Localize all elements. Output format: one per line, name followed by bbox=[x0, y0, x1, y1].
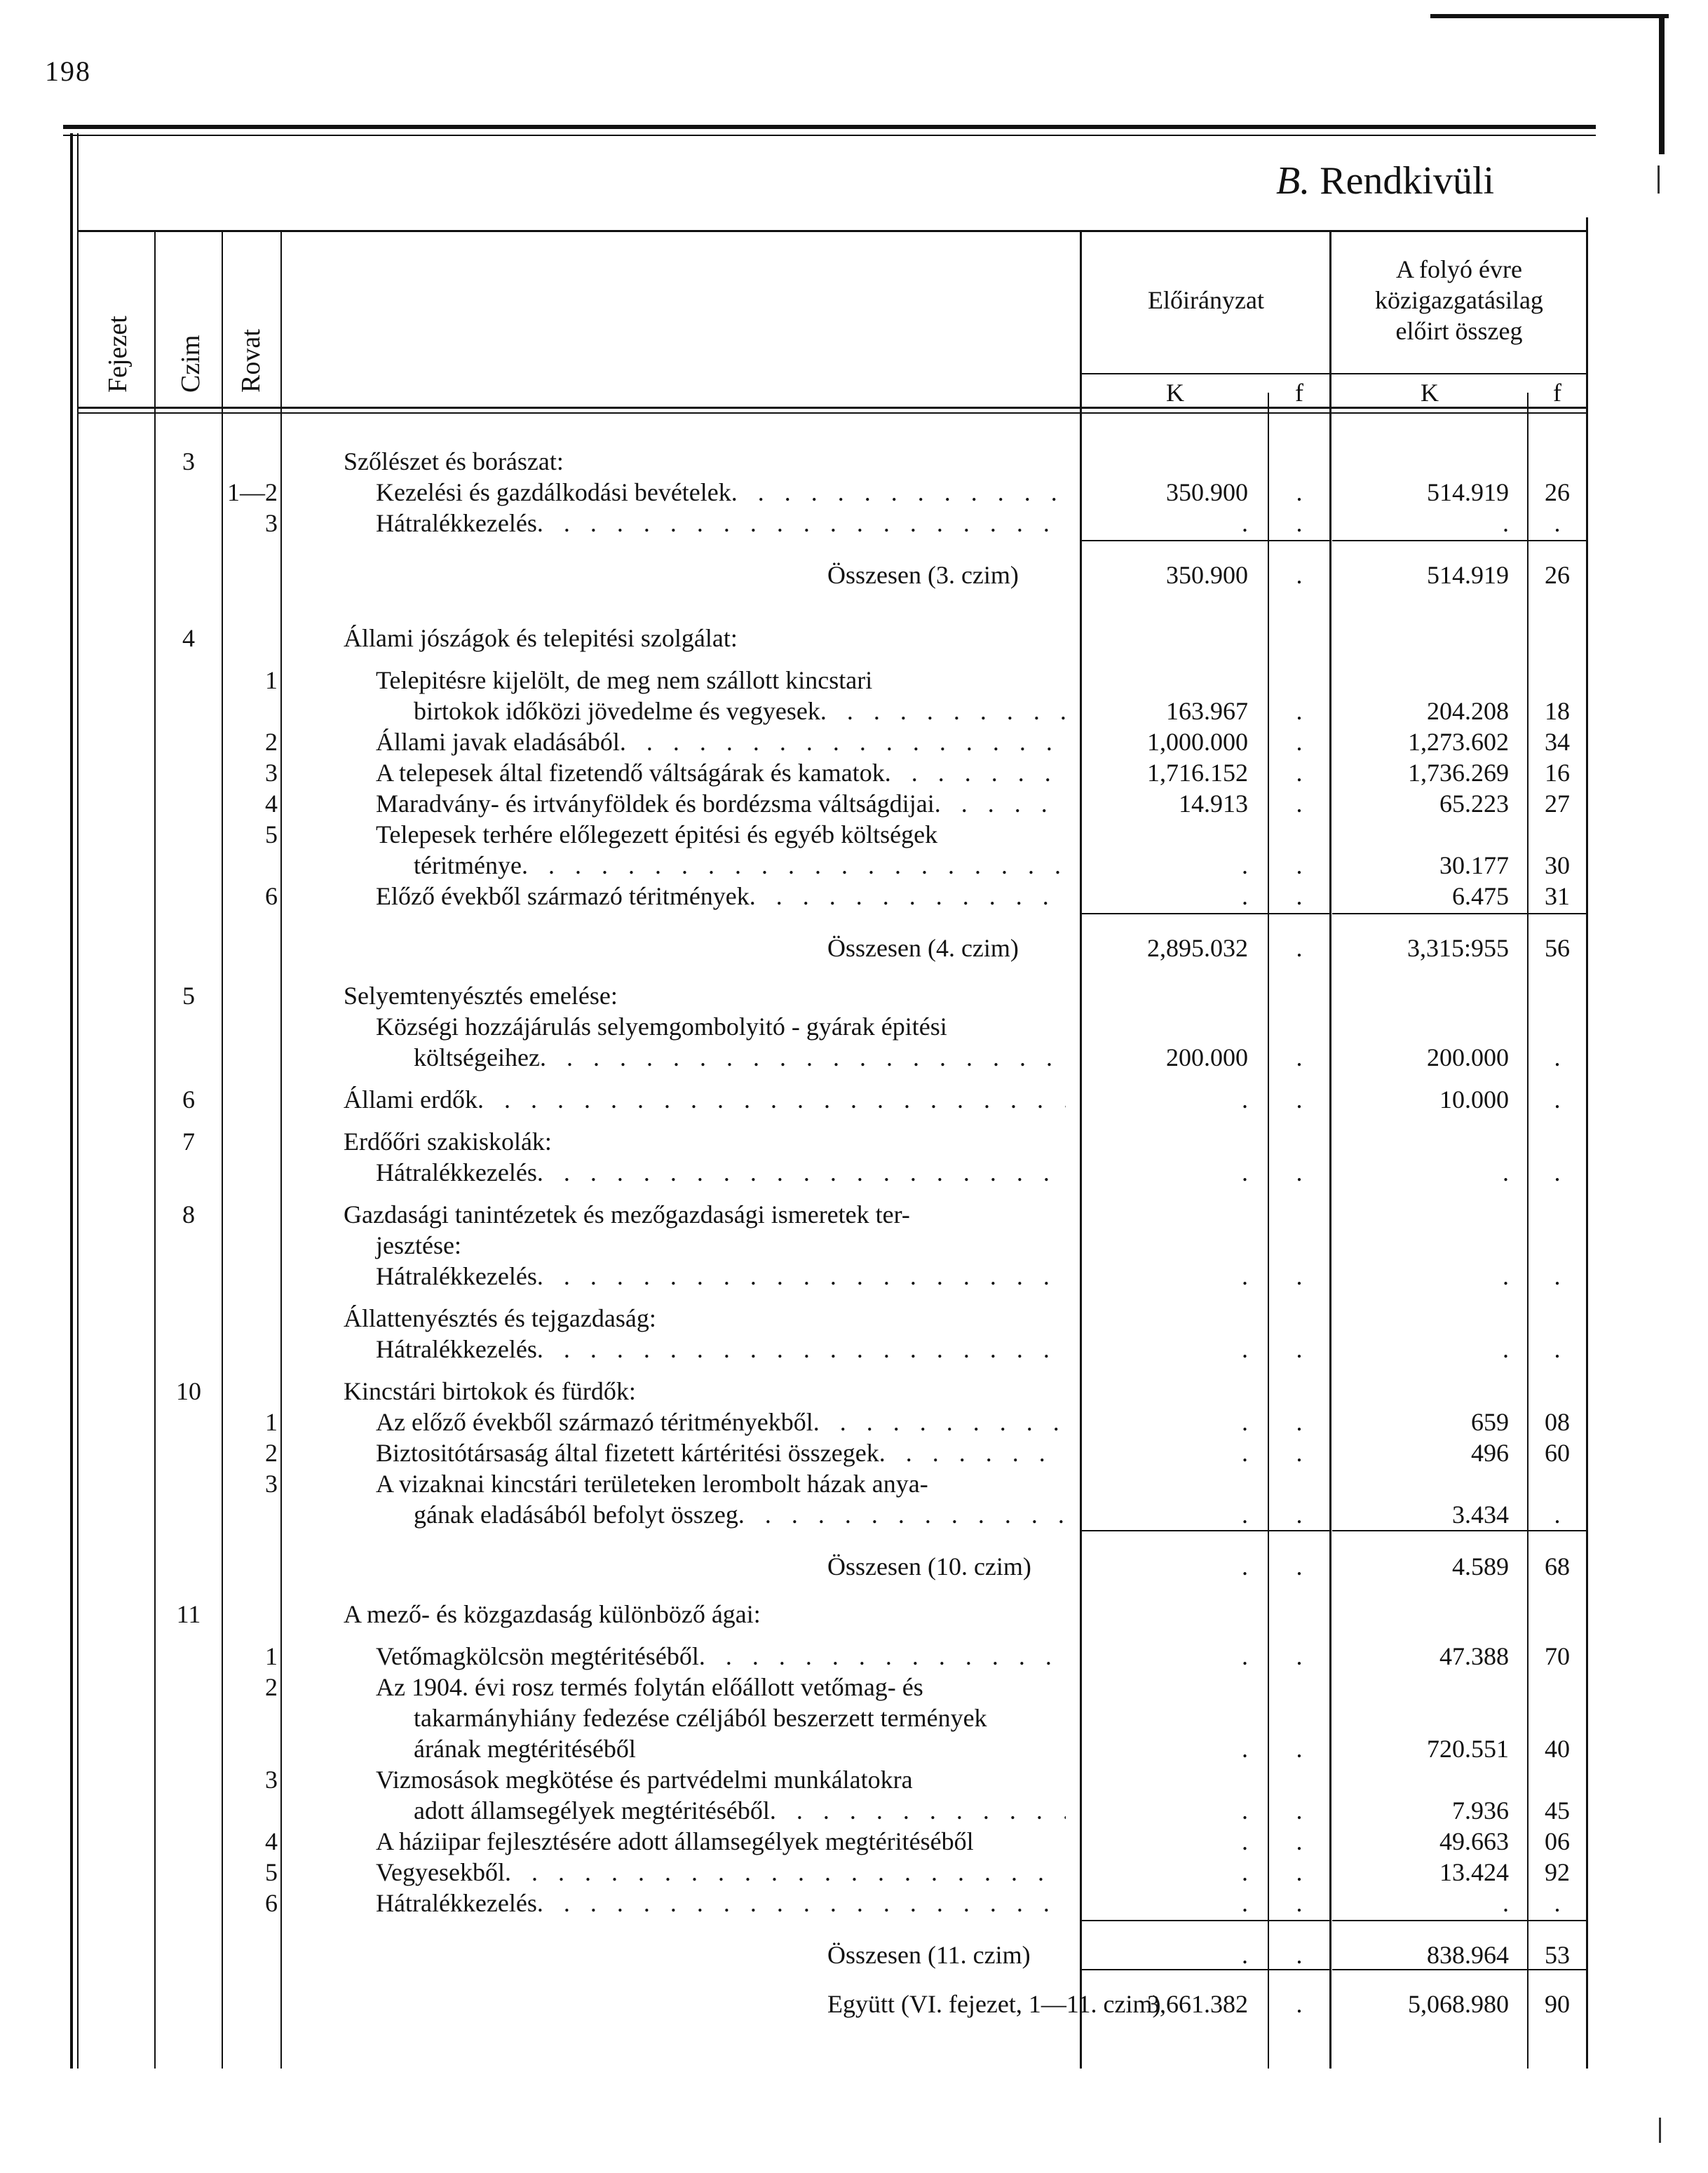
row-osszeg-k: 65.223 bbox=[1439, 790, 1509, 818]
frame-left-rule bbox=[70, 133, 73, 2069]
col-rule-fejezet bbox=[154, 231, 156, 2069]
row-osszeg-f: 30 bbox=[1545, 851, 1570, 879]
row-osszeg-k: 3,315:955 bbox=[1407, 934, 1509, 962]
row-czim: 7 bbox=[182, 1128, 195, 1156]
row-eloiranyzat-k: . bbox=[1242, 1262, 1248, 1290]
row-osszeg-k: 10.000 bbox=[1439, 1085, 1509, 1113]
col-rule-e-f bbox=[1329, 231, 1331, 2069]
row-osszeg-f: 31 bbox=[1545, 882, 1570, 910]
row-eloiranyzat-f: . bbox=[1296, 1796, 1303, 1825]
header-fejezet: Fejezet bbox=[103, 316, 133, 393]
row-osszeg-f: 40 bbox=[1545, 1735, 1570, 1763]
row-eloiranyzat-f: . bbox=[1296, 1158, 1303, 1186]
row-osszeg-k: . bbox=[1503, 509, 1509, 537]
row-label bbox=[376, 726, 1066, 757]
row-rovat: 2 bbox=[265, 1439, 278, 1467]
row-eloiranyzat-k: . bbox=[1242, 882, 1248, 910]
row-rovat: 4 bbox=[265, 790, 278, 818]
row-osszeg-f: . bbox=[1554, 1043, 1561, 1071]
row-eloiranyzat-f: . bbox=[1296, 790, 1303, 818]
row-label: Községi hozzájárulás selyemgombolyitó - gyárak épitési bbox=[376, 1013, 947, 1041]
row-rovat: 6 bbox=[265, 1889, 278, 1917]
row-osszeg-f: 08 bbox=[1545, 1408, 1570, 1436]
row-osszeg-k: . bbox=[1503, 1889, 1509, 1917]
row-osszeg-k: 496 bbox=[1471, 1439, 1509, 1467]
row-label bbox=[414, 850, 1066, 881]
leader-dots bbox=[731, 477, 1066, 508]
row-osszeg-f: . bbox=[1554, 1262, 1561, 1290]
row-osszeg-f: 53 bbox=[1545, 1941, 1570, 1969]
row-osszeg-f: 56 bbox=[1545, 934, 1570, 962]
row-label: Az 1904. évi rosz termés folytán előállott vetőmag- és bbox=[376, 1673, 923, 1701]
row-eloiranyzat-k: 14.913 bbox=[1179, 790, 1248, 818]
row-label bbox=[414, 1499, 1066, 1530]
row-eloiranyzat-f: . bbox=[1296, 561, 1303, 589]
row-label: Erdőőri szakiskolák: bbox=[344, 1128, 552, 1156]
row-eloiranyzat-k: . bbox=[1242, 1941, 1248, 1969]
row-label bbox=[376, 757, 1066, 788]
row-eloiranyzat-k: 350.900 bbox=[1166, 478, 1248, 506]
subtotal-rule bbox=[1332, 1920, 1587, 1921]
row-czim: 6 bbox=[182, 1085, 195, 1113]
row-osszeg-k: 4.589 bbox=[1452, 1552, 1509, 1580]
row-eloiranyzat-k: . bbox=[1242, 1501, 1248, 1529]
row-osszeg-f: 70 bbox=[1545, 1642, 1570, 1670]
row-label bbox=[376, 1157, 1066, 1188]
row-label: A mező- és közgazdaság különböző ágai: bbox=[344, 1600, 761, 1628]
row-osszeg-k: 204.208 bbox=[1427, 697, 1509, 725]
row-eloiranyzat-k: 200.000 bbox=[1166, 1043, 1248, 1071]
row-label: Összesen (11. czim) bbox=[827, 1941, 1031, 1969]
row-rovat: 1 bbox=[265, 1408, 278, 1436]
row-osszeg-f: . bbox=[1554, 1158, 1561, 1186]
row-label-text: Kezelési és gazdálkodási bevételek bbox=[376, 478, 731, 506]
leader-dots bbox=[699, 1641, 1066, 1672]
row-osszeg-f: 68 bbox=[1545, 1552, 1570, 1580]
row-osszeg-k: 838.964 bbox=[1427, 1941, 1509, 1969]
leader-dots bbox=[537, 1261, 1066, 1292]
row-label bbox=[376, 1437, 1066, 1468]
leader-dots bbox=[738, 1499, 1066, 1530]
row-label bbox=[376, 788, 1066, 819]
corner-rule-horizontal bbox=[1430, 14, 1669, 18]
row-label-text: birtokok időközi jövedelme és vegyesek bbox=[414, 697, 820, 725]
row-label bbox=[376, 1407, 1066, 1437]
header-e-f: f bbox=[1295, 379, 1303, 407]
row-label-text: Hátralékkezelés bbox=[376, 1889, 537, 1917]
row-label bbox=[376, 1261, 1066, 1292]
row-eloiranyzat-k: 1,000.000 bbox=[1147, 728, 1248, 756]
row-eloiranyzat-f: . bbox=[1296, 1262, 1303, 1290]
subtotal-rule bbox=[1080, 1920, 1330, 1921]
row-rovat: 6 bbox=[265, 882, 278, 910]
row-rovat: 2 bbox=[265, 728, 278, 756]
row-eloiranyzat-k: 350.900 bbox=[1166, 561, 1248, 589]
row-label: Állattenyésztés és tejgazdaság: bbox=[344, 1304, 656, 1332]
col-rule-rovat bbox=[280, 231, 282, 2069]
row-osszeg-f: 45 bbox=[1545, 1796, 1570, 1825]
row-label-text: Maradvány- és irtványföldek és bordézsma váltságdijai bbox=[376, 790, 935, 818]
row-eloiranyzat-f: . bbox=[1296, 1827, 1303, 1855]
row-eloiranyzat-k: . bbox=[1242, 1085, 1248, 1113]
row-label-text: gának eladásából befolyt összeg bbox=[414, 1501, 738, 1529]
row-label: Telepitésre kijelölt, de meg nem szállott kincstari bbox=[376, 666, 873, 694]
row-osszeg-k: 47.388 bbox=[1439, 1642, 1509, 1670]
header-folyo-2: közigazgatásilag bbox=[1375, 286, 1543, 314]
row-label: A vizaknai kincstári területeken lerombolt házak anya- bbox=[376, 1470, 928, 1498]
top-rule bbox=[63, 125, 1596, 129]
row-eloiranyzat-f: . bbox=[1296, 882, 1303, 910]
row-label: Együtt (VI. fejezet, 1—11. czim) bbox=[827, 1990, 1161, 2018]
row-rovat: 5 bbox=[265, 820, 278, 848]
edge-mark bbox=[1659, 2118, 1661, 2143]
row-label-text: Vetőmagkölcsön megtéritéséből bbox=[376, 1642, 699, 1670]
row-label: Kincstári birtokok és fürdők: bbox=[344, 1377, 636, 1405]
row-osszeg-f: . bbox=[1554, 509, 1561, 537]
row-osszeg-f: 92 bbox=[1545, 1858, 1570, 1886]
col-rule-e-k bbox=[1268, 393, 1269, 2069]
row-osszeg-f: . bbox=[1554, 1501, 1561, 1529]
row-label-text: téritménye bbox=[414, 851, 522, 879]
subtotal-rule bbox=[1332, 540, 1587, 541]
row-osszeg-k: 720.551 bbox=[1427, 1735, 1509, 1763]
row-osszeg-k: 514.919 bbox=[1427, 478, 1509, 506]
row-osszeg-k: 3.434 bbox=[1452, 1501, 1509, 1529]
row-eloiranyzat-k: 3,661.382 bbox=[1147, 1990, 1248, 2018]
row-label: Vizmosások megkötése és partvédelmi munkálatokra bbox=[376, 1766, 913, 1794]
row-eloiranyzat-f: . bbox=[1296, 1085, 1303, 1113]
header-sub-rule bbox=[1080, 373, 1587, 374]
row-osszeg-f: . bbox=[1554, 1335, 1561, 1363]
row-eloiranyzat-k: . bbox=[1242, 1889, 1248, 1917]
row-label bbox=[376, 1857, 1066, 1888]
row-czim: 8 bbox=[182, 1200, 195, 1228]
leader-dots bbox=[935, 788, 1066, 819]
row-eloiranyzat-k: . bbox=[1242, 1642, 1248, 1670]
row-eloiranyzat-k: . bbox=[1242, 1796, 1248, 1825]
subtotal-rule bbox=[1080, 913, 1330, 914]
subtotal-rule bbox=[1080, 1530, 1330, 1531]
row-eloiranyzat-f: . bbox=[1296, 851, 1303, 879]
header-top-rule bbox=[77, 230, 1587, 232]
row-label-text: Hátralékkezelés bbox=[376, 1158, 537, 1186]
row-label bbox=[376, 881, 1066, 912]
row-eloiranyzat-f: . bbox=[1296, 1941, 1303, 1969]
subtotal-rule bbox=[1080, 1969, 1330, 1970]
row-rovat: 3 bbox=[265, 759, 278, 787]
row-rovat: 4 bbox=[265, 1827, 278, 1855]
row-label bbox=[376, 477, 1066, 508]
row-osszeg-k: 5,068.980 bbox=[1408, 1990, 1509, 2018]
header-o-f: f bbox=[1553, 379, 1561, 407]
row-osszeg-f: 16 bbox=[1545, 759, 1570, 787]
row-eloiranyzat-k: 2,895.032 bbox=[1147, 934, 1248, 962]
leader-dots bbox=[770, 1795, 1066, 1826]
leader-dots bbox=[540, 1042, 1066, 1073]
section-title bbox=[1276, 158, 1494, 203]
row-eloiranyzat-f: . bbox=[1296, 1439, 1303, 1467]
row-label: A háziipar fejlesztésére adott államsegélyek megtéritéséből bbox=[376, 1827, 974, 1855]
row-label: Összesen (3. czim) bbox=[827, 561, 1019, 589]
col-rule-o-k bbox=[1527, 393, 1529, 2069]
row-eloiranyzat-f: . bbox=[1296, 934, 1303, 962]
row-osszeg-f: 90 bbox=[1545, 1990, 1570, 2018]
row-eloiranyzat-f: . bbox=[1296, 1335, 1303, 1363]
row-label: takarmányhiány fedezése czéljából beszerzett termények bbox=[414, 1704, 987, 1732]
row-osszeg-k: 7.936 bbox=[1452, 1796, 1509, 1825]
subtotal-rule bbox=[1332, 1530, 1587, 1531]
row-eloiranyzat-f: . bbox=[1296, 1043, 1303, 1071]
row-osszeg-k: 514.919 bbox=[1427, 561, 1509, 589]
row-label: Telepesek terhére előlegezett épitési és egyéb költségek bbox=[376, 820, 938, 848]
row-label: Összesen (4. czim) bbox=[827, 934, 1019, 962]
subtotal-rule bbox=[1332, 913, 1587, 914]
subtotal-rule bbox=[1080, 540, 1330, 541]
row-label bbox=[376, 1888, 1066, 1918]
leader-dots bbox=[750, 881, 1066, 912]
leader-dots bbox=[620, 726, 1066, 757]
row-eloiranyzat-k: . bbox=[1242, 1158, 1248, 1186]
row-eloiranyzat-f: . bbox=[1296, 509, 1303, 537]
leader-dots bbox=[813, 1407, 1066, 1437]
row-label-text: Hátralékkezelés bbox=[376, 1262, 537, 1290]
leader-dots bbox=[537, 1888, 1066, 1918]
row-label-text: Hátralékkezelés bbox=[376, 1335, 537, 1363]
row-eloiranyzat-k: . bbox=[1242, 1408, 1248, 1436]
row-eloiranyzat-f: . bbox=[1296, 1408, 1303, 1436]
row-osszeg-k: 1,273.602 bbox=[1408, 728, 1509, 756]
row-rovat: 1 bbox=[265, 666, 278, 694]
row-eloiranyzat-f: . bbox=[1296, 1735, 1303, 1763]
section-word: Rendkivüli bbox=[1320, 159, 1495, 203]
leader-dots bbox=[537, 508, 1066, 539]
section-letter: B. bbox=[1276, 159, 1310, 203]
row-rovat: 2 bbox=[265, 1673, 278, 1701]
leader-dots bbox=[537, 1334, 1066, 1365]
row-eloiranyzat-f: . bbox=[1296, 1858, 1303, 1886]
row-osszeg-k: 30.177 bbox=[1439, 851, 1509, 879]
row-osszeg-k: . bbox=[1503, 1335, 1509, 1363]
leader-dots bbox=[820, 696, 1066, 726]
row-osszeg-k: 200.000 bbox=[1427, 1043, 1509, 1071]
frame-left-rule-inner bbox=[77, 133, 79, 2069]
row-label bbox=[414, 1042, 1066, 1073]
row-eloiranyzat-k: . bbox=[1242, 1439, 1248, 1467]
row-label-text: Biztositótársaság által fizetett kártéritési összegek bbox=[376, 1439, 879, 1467]
leader-dots bbox=[522, 850, 1066, 881]
row-rovat: 3 bbox=[265, 509, 278, 537]
row-label-text: Vegyesekből bbox=[376, 1858, 505, 1886]
row-label bbox=[376, 1641, 1066, 1672]
row-osszeg-k: . bbox=[1503, 1158, 1509, 1186]
row-label bbox=[414, 1795, 1066, 1826]
row-eloiranyzat-f: . bbox=[1296, 1552, 1303, 1580]
leader-dots bbox=[537, 1157, 1066, 1188]
header-e-k: K bbox=[1166, 379, 1184, 407]
row-osszeg-k: 13.424 bbox=[1439, 1858, 1509, 1886]
row-eloiranyzat-k: . bbox=[1242, 509, 1248, 537]
row-eloiranyzat-k: 1,716.152 bbox=[1147, 759, 1248, 787]
row-czim: 3 bbox=[182, 447, 195, 475]
leader-dots bbox=[885, 757, 1066, 788]
row-osszeg-k: 659 bbox=[1471, 1408, 1509, 1436]
row-eloiranyzat-f: . bbox=[1296, 478, 1303, 506]
header-folyo-3: előirt összeg bbox=[1395, 317, 1523, 345]
row-label-text: Az előző évekből származó téritményekből bbox=[376, 1408, 813, 1436]
edge-mark bbox=[1658, 165, 1660, 194]
row-label bbox=[344, 1084, 1066, 1115]
row-osszeg-k: 1,736.269 bbox=[1408, 759, 1509, 787]
row-eloiranyzat-k: . bbox=[1242, 1827, 1248, 1855]
row-eloiranyzat-k: . bbox=[1242, 1735, 1248, 1763]
leader-dots bbox=[505, 1857, 1066, 1888]
header-czim: Czim bbox=[176, 334, 205, 393]
row-osszeg-f: . bbox=[1554, 1889, 1561, 1917]
row-eloiranyzat-f: . bbox=[1296, 759, 1303, 787]
subtotal-rule bbox=[1332, 1969, 1587, 1970]
row-label-text: adott államsegélyek megtéritéséből bbox=[414, 1796, 770, 1825]
row-czim: 10 bbox=[176, 1377, 201, 1405]
row-czim: 4 bbox=[182, 624, 195, 652]
row-osszeg-f: 60 bbox=[1545, 1439, 1570, 1467]
row-label: Gazdasági tanintézetek és mezőgazdasági ismeretek ter- bbox=[344, 1200, 910, 1228]
leader-dots bbox=[477, 1084, 1066, 1115]
row-label: árának megtéritéséből bbox=[414, 1735, 636, 1763]
col-rule-czim bbox=[222, 231, 223, 2069]
row-rovat: 1—2 bbox=[227, 478, 278, 506]
row-rovat: 1 bbox=[265, 1642, 278, 1670]
row-osszeg-k: . bbox=[1503, 1262, 1509, 1290]
corner-rule-vertical bbox=[1659, 14, 1665, 154]
row-label: Összesen (10. czim) bbox=[827, 1552, 1031, 1580]
row-eloiranyzat-k: 163.967 bbox=[1166, 697, 1248, 725]
row-eloiranyzat-f: . bbox=[1296, 1501, 1303, 1529]
row-eloiranyzat-k: . bbox=[1242, 1552, 1248, 1580]
col-rule-text bbox=[1080, 231, 1082, 2069]
page-number: 198 bbox=[45, 55, 91, 87]
row-label: Állami jószágok és telepitési szolgálat: bbox=[344, 624, 738, 652]
row-label: Szőlészet és borászat: bbox=[344, 447, 564, 475]
row-label-text: Előző évekből származó téritmények bbox=[376, 882, 750, 910]
row-label: jesztése: bbox=[376, 1231, 461, 1259]
row-eloiranyzat-f: . bbox=[1296, 1642, 1303, 1670]
header-bottom-rule-2 bbox=[77, 412, 1587, 414]
col-rule-right bbox=[1586, 217, 1588, 2069]
header-o-k: K bbox=[1421, 379, 1439, 407]
row-osszeg-f: 26 bbox=[1545, 561, 1570, 589]
row-eloiranyzat-f: . bbox=[1296, 728, 1303, 756]
row-label-text: Hátralékkezelés bbox=[376, 509, 537, 537]
row-label bbox=[376, 508, 1066, 539]
row-rovat: 3 bbox=[265, 1766, 278, 1794]
row-eloiranyzat-f: . bbox=[1296, 1990, 1303, 2018]
row-osszeg-f: 34 bbox=[1545, 728, 1570, 756]
row-rovat: 3 bbox=[265, 1470, 278, 1498]
row-label: Selyemtenyésztés emelése: bbox=[344, 982, 618, 1010]
row-eloiranyzat-k: . bbox=[1242, 1335, 1248, 1363]
top-rule-thin bbox=[63, 135, 1596, 136]
row-label-text: A telepesek által fizetendő váltságárak és kamatok bbox=[376, 759, 885, 787]
row-eloiranyzat-k: . bbox=[1242, 1858, 1248, 1886]
row-osszeg-f: 06 bbox=[1545, 1827, 1570, 1855]
row-label-text: Állami erdők bbox=[344, 1085, 477, 1113]
row-eloiranyzat-f: . bbox=[1296, 697, 1303, 725]
row-label-text: Állami javak eladásából bbox=[376, 728, 620, 756]
row-label bbox=[414, 696, 1066, 726]
row-osszeg-k: 49.663 bbox=[1439, 1827, 1509, 1855]
row-osszeg-f: 18 bbox=[1545, 697, 1570, 725]
row-eloiranyzat-k: . bbox=[1242, 851, 1248, 879]
header-eloiranyzat: Előirányzat bbox=[1148, 286, 1264, 314]
row-osszeg-f: 26 bbox=[1545, 478, 1570, 506]
row-rovat: 5 bbox=[265, 1858, 278, 1886]
row-label-text: költségeihez bbox=[414, 1043, 540, 1071]
header-folyo-1: A folyó évre bbox=[1396, 255, 1522, 283]
header-rovat: Rovat bbox=[236, 329, 266, 393]
row-osszeg-k: 6.475 bbox=[1452, 882, 1509, 910]
leader-dots bbox=[879, 1437, 1066, 1468]
row-osszeg-f: . bbox=[1554, 1085, 1561, 1113]
row-label bbox=[376, 1334, 1066, 1365]
row-czim: 5 bbox=[182, 982, 195, 1010]
row-czim: 11 bbox=[176, 1600, 201, 1628]
row-eloiranyzat-f: . bbox=[1296, 1889, 1303, 1917]
row-osszeg-f: 27 bbox=[1545, 790, 1570, 818]
